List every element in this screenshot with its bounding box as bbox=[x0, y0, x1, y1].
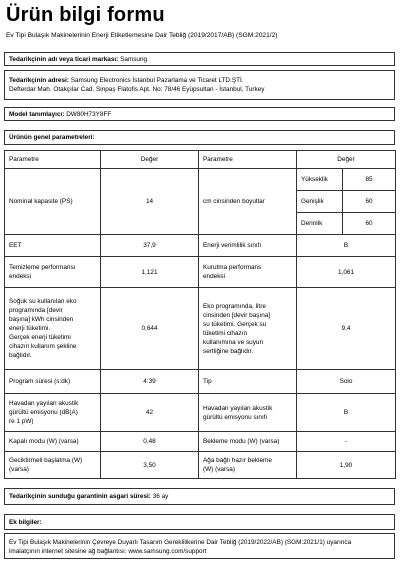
noise-class-value: B bbox=[297, 394, 396, 432]
dimensions-label: cm cinsinden boyutlar bbox=[199, 169, 297, 235]
width-label: Genişlik bbox=[297, 191, 343, 213]
header-parameter-right: Parametre bbox=[199, 151, 297, 169]
supplier-address-line1: Samsung Electronics İstanbul Pazarlama ve Ticaret LTD.ŞTİ. bbox=[70, 77, 244, 84]
table-row bbox=[5, 394, 396, 432]
table-row bbox=[5, 169, 396, 191]
supplier-brand-label: Tedarikçinin adı veya ticari markası: bbox=[9, 56, 119, 63]
capacity-label: Nominal kapasite (PS) bbox=[5, 169, 101, 235]
cleaning-index-label: Temizleme performansı endeksi bbox=[5, 257, 101, 288]
program-duration-label: Program süresi (s:dk) bbox=[5, 370, 101, 394]
depth-value: 60 bbox=[343, 213, 396, 235]
networked-standby-label: Ağa bağlı hazır bekleme (W) (varsa) bbox=[199, 452, 297, 479]
supplier-brand-row bbox=[4, 52, 395, 66]
capacity-value: 14 bbox=[101, 169, 199, 235]
general-params-heading: Ürünün genel parametreleri: bbox=[4, 130, 395, 145]
standby-mode-value: - bbox=[297, 432, 396, 452]
networked-standby-value: 1,90 bbox=[297, 452, 396, 479]
extra-info-line2: imalatçının internet sitesine ağ bağlantısı: www.samsung.com/support bbox=[9, 548, 207, 555]
model-value: DW80H73Y8FF bbox=[66, 111, 112, 118]
extra-info-line1: Ev Tipi Bulaşık Makinelerinin Çevreye Duyarlı Tasarım Gereklilikerine Dair Tebliğ (2019/2022/AB) (SGM:2021/1) uyarınca bbox=[9, 539, 352, 546]
noise-class-label: Havadan yayılan akustik gürültü emisyonu sınıfı bbox=[199, 394, 297, 432]
depth-label: Derinlik bbox=[297, 213, 343, 235]
energy-consumption-value: 0,644 bbox=[101, 288, 199, 370]
header-value-right: Değer bbox=[297, 151, 396, 169]
eei-value: 37,9 bbox=[101, 235, 199, 257]
table-header-row bbox=[5, 151, 396, 169]
height-value: 85 bbox=[343, 169, 396, 191]
table-row bbox=[5, 432, 396, 452]
parameters-table bbox=[4, 150, 396, 479]
off-mode-label: Kapalı modu (W) (varsa) bbox=[5, 432, 101, 452]
type-value: Solo bbox=[297, 370, 396, 394]
type-label: Tip bbox=[199, 370, 297, 394]
standby-mode-label: Bekleme modu (W) (varsa) bbox=[199, 432, 297, 452]
drying-index-value: 1,061 bbox=[297, 257, 396, 288]
model-label: Model tanımlayıcı: bbox=[9, 111, 65, 118]
table-row bbox=[5, 370, 396, 394]
supplier-address-line2: Defterdar Mah. Otakçılar Cad. Sinpaş Flatofis Apt. No: 78/46 Eyüpsultan - İstanbul, Turkey bbox=[9, 86, 265, 93]
off-mode-value: 0,48 bbox=[101, 432, 199, 452]
energy-class-value: B bbox=[297, 235, 396, 257]
energy-class-label: Enerji verimlilik sınıfı bbox=[199, 235, 297, 257]
regulation-subtitle: Ev Tipi Bulaşık Makinelerinin Enerji Etiketlemesine Dair Tebliğ (2019/2017/AB) (SGM:2021/2) bbox=[6, 32, 278, 39]
header-parameter-left: Parametre bbox=[5, 151, 101, 169]
energy-consumption-label: Soğuk su kullanılan eko programında [devir başına] kWh cinsinden enerji tüketimi. Gerçek enerji tüketimi cihazın kullanım şekline bağlıdır. bbox=[5, 288, 101, 370]
table-row bbox=[5, 288, 396, 370]
height-label: Yükseklik bbox=[297, 169, 343, 191]
noise-emission-value: 42 bbox=[101, 394, 199, 432]
table-row bbox=[5, 452, 396, 479]
delay-start-value: 3,50 bbox=[101, 452, 199, 479]
noise-emission-label: Havadan yayılan akustik gürültü emisyonu (dB(A) re 1 pW) bbox=[5, 394, 101, 432]
table-row bbox=[5, 257, 396, 288]
warranty-label: Tedarikçinin sunduğu garantinin asgari süresi: bbox=[9, 493, 151, 500]
delay-start-label: Geciktirmeli başlatma (W) (varsa) bbox=[5, 452, 101, 479]
warranty-value: 36 ay bbox=[152, 493, 169, 500]
extra-info-heading: Ek bilgiler: bbox=[4, 514, 395, 530]
supplier-brand-value: Samsung bbox=[120, 56, 148, 63]
drying-index-label: Kurutma performans endeksi bbox=[199, 257, 297, 288]
model-row bbox=[4, 107, 395, 121]
table-row bbox=[5, 235, 396, 257]
program-duration-value: 4:39 bbox=[101, 370, 199, 394]
cleaning-index-value: 1,121 bbox=[101, 257, 199, 288]
supplier-address-label: Tedarikçinin adresi: bbox=[9, 77, 69, 84]
eei-label: EET bbox=[5, 235, 101, 257]
water-consumption-label: Eko programında, litre cinsinden [devir başına] su tüketimi. Gerçek su tüketimi cihazın kullanımına ve suyun sertliğine bağlıdır. bbox=[199, 288, 297, 370]
header-value-left: Değer bbox=[101, 151, 199, 169]
page-title: Ürün bilgi formu bbox=[6, 4, 165, 26]
supplier-address-row bbox=[4, 70, 395, 100]
extra-info-body bbox=[4, 533, 395, 559]
width-value: 60 bbox=[343, 191, 396, 213]
warranty-row bbox=[4, 488, 395, 505]
water-consumption-value: 9,4 bbox=[297, 288, 396, 370]
